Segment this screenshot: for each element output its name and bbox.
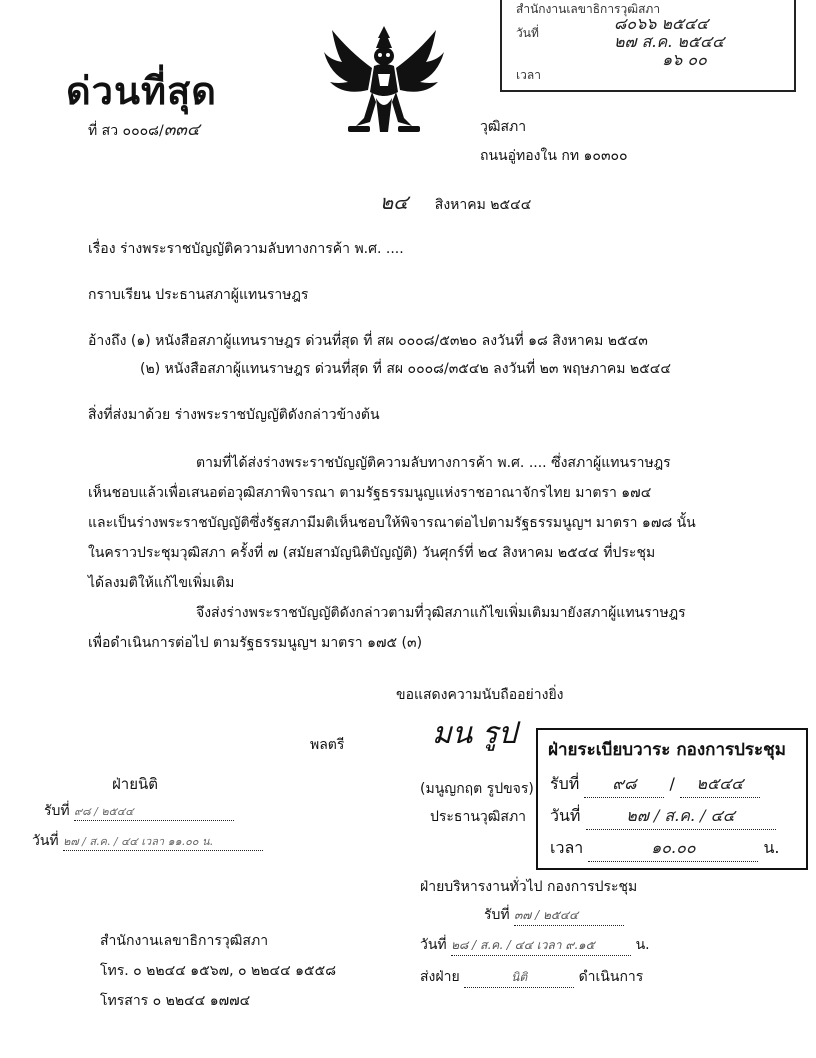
legal-stamp-received-label: รับที่ bbox=[44, 803, 70, 819]
footer-phone: โทร. ๐ ๒๒๔๔ ๑๕๖๗, ๐ ๒๒๔๔ ๑๕๕๘ bbox=[100, 963, 337, 979]
legal-stamp-title: ฝ่ายนิติ bbox=[112, 775, 158, 793]
enclosure-line: สิ่งที่ส่งมาด้วย ร่างพระราชบัญญัติดังกล่าวข้างต้น bbox=[88, 407, 380, 423]
letter-date-month-year: สิงหาคม ๒๕๔๔ bbox=[434, 197, 532, 213]
legal-stamp-received-hand: ๙๘ / ๒๕๔๔ bbox=[74, 802, 234, 821]
paragraph-1-line-2: เห็นชอบแล้วเพื่อเสนอต่อวุฒิสภาพิจารณา ตามรัฐธรรมนูญแห่งราชอาณาจักรไทย มาตรา ๑๗๔ bbox=[88, 485, 652, 501]
registration-time-hand: ๑๐.๐๐ bbox=[588, 836, 758, 862]
admin-stamp-forward-row bbox=[420, 966, 643, 988]
signer-rank: พลตรี bbox=[310, 737, 345, 753]
registration-time-row bbox=[550, 836, 779, 862]
stamp-top-line1-hand: ๘๐๖๖ ๒๕๔๔ bbox=[614, 14, 709, 33]
registration-date-label: วันที่ bbox=[550, 806, 581, 825]
paragraph-2-line-1: จึงส่งร่างพระราชบัญญัติดังกล่าวตามที่วุฒิสภาแก้ไขเพิ่มเติมมายังสภาผู้แทนราษฎร bbox=[196, 605, 686, 621]
admin-stamp-received-row bbox=[484, 904, 624, 926]
registration-received-row: รับที่ ๙๘ / ๒๕๔๔ bbox=[550, 772, 760, 798]
receipt-stamp-top bbox=[500, 0, 796, 92]
admin-stamp-date-label: วันที่ bbox=[420, 937, 447, 953]
registration-stamp bbox=[536, 728, 808, 870]
reference-number-hand: ๓๓๔ bbox=[163, 120, 200, 140]
paragraph-2-line-2: เพื่อดำเนินการต่อไป ตามรัฐธรรมนูญฯ มาตรา ๑๗๕ (๓) bbox=[88, 635, 423, 651]
letter-date bbox=[380, 186, 531, 218]
stamp-top-line4-label: เวลา bbox=[516, 68, 541, 82]
letter-date-day: ๒๔ bbox=[380, 190, 409, 214]
admin-stamp-received-hand: ๓๗ / ๒๕๔๔ bbox=[514, 906, 624, 926]
registration-date-hand: ๒๗ / ส.ค. / ๔๔ bbox=[586, 804, 776, 830]
admin-stamp-date-hand: ๒๘ / ส.ค. / ๔๔ เวลา ๙.๑๕ bbox=[451, 936, 631, 956]
registration-received-hand: ๙๘ bbox=[584, 772, 664, 798]
paragraph-1-line-1: ตามที่ได้ส่งร่างพระราชบัญญัติความลับทางการค้า พ.ศ. .... ซึ่งสภาผู้แทนราษฎร bbox=[196, 455, 671, 471]
stamp-top-line3-hand: ๑๖ ๐๐ bbox=[662, 50, 707, 69]
registration-time-suffix: น. bbox=[763, 838, 780, 857]
garuda-emblem-icon bbox=[322, 22, 446, 140]
admin-stamp-date-row bbox=[420, 934, 650, 956]
admin-stamp-forward-hand: นิติ bbox=[464, 968, 574, 988]
reference-1: อ้างถึง (๑) หนังสือสภาผู้แทนราษฎร ด่วนที่สุด ที่ สผ ๐๐๐๘/๕๓๒๐ ลงวันที่ ๑๘ สิงหาคม ๒๕๔๓ bbox=[88, 333, 648, 349]
subject-line: เรื่อง ร่างพระราชบัญญัติความลับทางการค้า พ.ศ. .... bbox=[88, 241, 404, 257]
signer-name: (มนูญกฤต รูปขจร) bbox=[420, 781, 534, 797]
footer-secretariat: สำนักงานเลขาธิการวุฒิสภา bbox=[100, 933, 269, 949]
stamp-top-line1-label: สำนักงานเลขาธิการวุฒิสภา bbox=[516, 2, 661, 16]
legal-stamp-received-row bbox=[44, 800, 234, 822]
reference-2: (๒) หนังสือสภาผู้แทนราษฎร ด่วนที่สุด ที่ สผ ๐๐๐๘/๓๕๔๒ ลงวันที่ ๒๓ พฤษภาคม ๒๕๔๔ bbox=[140, 361, 671, 377]
legal-stamp-date-label: วันที่ bbox=[32, 833, 59, 849]
addressee-line: กราบเรียน ประธานสภาผู้แทนราษฎร bbox=[88, 287, 309, 303]
registration-stamp-title: ฝ่ายระเบียบวาระ กองการประชุม bbox=[548, 740, 786, 760]
registration-received-year: ๒๕๔๔ bbox=[680, 772, 760, 798]
legal-stamp-date-hand: ๒๗ / ส.ค. / ๔๔ เวลา ๑๑.๐๐ น. bbox=[63, 832, 263, 851]
paragraph-1-line-3: และเป็นร่างพระราชบัญญัติซึ่งรัฐสภามีมติเห็นชอบให้พิจารณาต่อไปตามรัฐธรรมนูญฯ มาตรา ๑๗๘ นั้น bbox=[88, 515, 696, 531]
registration-date-row bbox=[550, 804, 776, 830]
registration-received-label: รับที่ bbox=[550, 774, 580, 793]
stamp-top-line2-label: วันที่ bbox=[516, 26, 539, 40]
legal-stamp-date-row bbox=[32, 830, 263, 852]
footer-fax: โทรสาร ๐ ๒๒๔๔ ๑๗๗๔ bbox=[100, 993, 251, 1009]
stamp-top-line2-hand: ๒๗ ส.ค. ๒๕๔๔ bbox=[614, 32, 725, 51]
reference-number-label: ที่ สว ๐๐๐๘/ bbox=[88, 123, 164, 139]
paragraph-1-line-4: ในคราวประชุมวุฒิสภา ครั้งที่ ๗ (สมัยสามัญนิติบัญญัติ) วันศุกร์ที่ ๒๔ สิงหาคม ๒๕๔๔ ที่ประชุม bbox=[88, 545, 656, 561]
admin-stamp-forward-suffix: ดำเนินการ bbox=[578, 969, 644, 985]
admin-stamp-date-suffix: น. bbox=[635, 937, 650, 953]
sender-address: ถนนอู่ทองใน กท ๑๐๓๐๐ bbox=[480, 148, 628, 164]
paragraph-1-line-5: ได้ลงมติให้แก้ไขเพิ่มเติม bbox=[88, 575, 235, 591]
admin-stamp-received-label: รับที่ bbox=[484, 907, 510, 923]
urgency-heading: ด่วนที่สุด bbox=[66, 69, 217, 113]
reference-number bbox=[88, 116, 200, 143]
closing-regards: ขอแสดงความนับถืออย่างยิ่ง bbox=[396, 687, 564, 703]
signer-position: ประธานวุฒิสภา bbox=[430, 809, 527, 825]
sender-office: วุฒิสภา bbox=[480, 119, 527, 135]
admin-stamp-forward-label: ส่งฝ่าย bbox=[420, 969, 460, 985]
admin-stamp-title: ฝ่ายบริหารงานทั่วไป กองการประชุม bbox=[420, 879, 638, 895]
registration-time-label: เวลา bbox=[550, 838, 584, 857]
signature: มน รูป bbox=[432, 716, 517, 751]
